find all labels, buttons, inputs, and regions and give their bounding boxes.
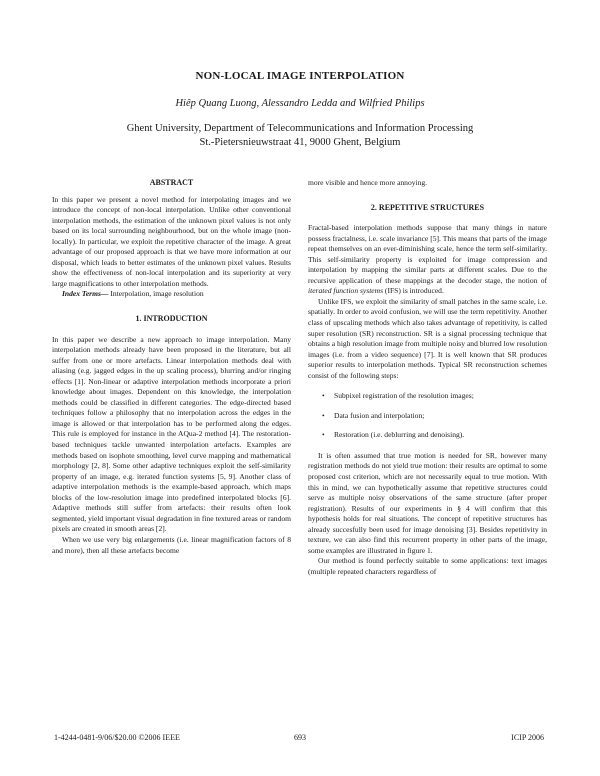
- section2-p1-part-a: Fractal-based interpolation methods suppose that many things in nature possess fractalness, i.e. scale invariance [5]. This means that parts of the image repeat themselves on an ever-diminishing scale, hence the term self-similarity. This self-similarity property is exploited for image compression and interpolation by mapping the similar parts at different scales. Due to the recursive application of these mappings at the decoder stage, the notion of: [308, 223, 547, 285]
- index-terms-text: Interpolation, image resolution: [108, 289, 204, 299]
- intro-paragraph-2-continued: more visible and hence more annoying.: [308, 178, 428, 187]
- affiliation-line-1: Ghent University, Department of Telecommunications and Information Processing: [126, 123, 474, 134]
- section2-paragraph-1: [308, 223, 547, 297]
- sr-steps-list: [308, 391, 547, 441]
- paper-authors: Hiêp Quang Luong, Alessandro Ledda and Wilfried Philips: [175, 98, 425, 109]
- index-terms-label: Index Terms—: [62, 289, 109, 299]
- sr-step: • Restoration (i.e. deblurring and denoising).: [308, 430, 547, 441]
- section2-heading: 2. REPETITIVE STRUCTURES: [370, 202, 485, 212]
- paper-title: NON-LOCAL IMAGE INTERPOLATION: [195, 70, 405, 82]
- footer-page-number: 693: [294, 733, 306, 742]
- affiliation-line-2: St.-Pietersnieuwstraat 41, 9000 Ghent, Belgium: [199, 137, 401, 148]
- section2-p1-part-b: (IFS) is introduced.: [383, 286, 444, 296]
- footer-copyright: 1-4244-0481-9/06/$20.00 ©2006 IEEE: [54, 733, 180, 742]
- section2-paragraph-2: Unlike IFS, we exploit the similarity of small patches in the same scale, i.e. spatially. In order to avoid confusion, we will use the term repetitivity. Another class of upscaling methods which also takes advantage of repetitivity, is called super resolution (SR) reconstruction. SR is a signal processing technique that obtains a high resolution image from multiple noisy and blurred low resolution images (i.e. from a video sequence) [7]. It is well known that SR produces superior results to interpolation methods. Typical SR reconstruction schemes consist of the following steps:: [308, 296, 547, 380]
- section2-p1-italic: iterated function systems: [308, 286, 384, 296]
- abstract-heading: ABSTRACT: [149, 178, 194, 187]
- footer-conference: ICIP 2006: [511, 733, 544, 742]
- left-column: [52, 178, 291, 556]
- section2-paragraph-3: It is often assumed that true motion is needed for SR, however many registration methods do not yield true motion: their results are optimal to some proposed cost criterion, which are not necessarily equal to true motion. With this in mind, we can hypothetically assume that repetitive structures could serve as multiple noisy observations of the same structure (after proper registration). Results of our experiments in § 4 will confirm that this hypothesis holds for real situations. The concept of repetitive structures has already succesfully been used for image denoising [3]. Besides repetitivity in texture, we can also find this recurrent property in other parts of the image, some examples are illustrated in figure 1.: [308, 450, 547, 555]
- right-column: [308, 178, 547, 578]
- intro-heading: 1. INTRODUCTION: [135, 314, 208, 324]
- sr-step: • Subpixel registration of the resolution images;: [308, 391, 547, 402]
- abstract-text: In this paper we present a novel method for interpolating images and we introduce the concept of non-local interpolation. Unlike other conventional interpolation methods, the estimation of the unknown pixel values is not only based on its local surrounding neighbourhood, but on the whole image (non-locally). In particular, we exploit the repetitive character of the image. A great advantage of our proposed approach is that we have more information at our disposal, which leads to better estimates of the unknown pixel values. Results show the effectiveness of non-local interpolation and its superiority at very large magnifications to other interpolation methods.: [52, 194, 291, 288]
- section2-paragraph-4: Our method is found perfectly suitable to some applications: text images (multiple repeated characters regardless of: [308, 556, 547, 576]
- intro-paragraph-2: When we use very big enlargements (i.e. linear magnification factors of 8 and more), then all these artefacts become: [52, 534, 291, 555]
- paper-affiliation: [0, 122, 600, 150]
- intro-paragraph-1: In this paper we describe a new approach to image interpolation. Many interpolation methods already have been proposed in the literature, but all suffer from one or more artefacts. Linear interpolation methods deal with aliasing (e.g. jagged edges in the up scaling process), blurring and/or ringing effects [1]. Non-linear or adaptive interpolation methods incorporate a priori knowledge about images. Dependent on this knowledge, the interpolation methods could be classified in different categories. The edge-directed based techniques follow a philosophy that no interpolation across the edges in the image is allowed or that interpolation has to be performed along the edges. This rule is employed for instance in the AQua-2 method [4]. The restoration-based techniques tackle unwanted interpolation artefacts. Examples are methods based on isophote smoothing, level curve mapping and mathematical morphology [2, 8]. Some other adaptive techniques exploit the self-similarity property of an image, e.g. iterated function systems [5, 9]. Another class of adaptive interpolation methods is the example-based approach, which maps blocks of the low-resolution image into predefined interpolated blocks [6]. Adaptive methods still suffer from artefacts: their results often look segmented, yield important visual degradation in fine textured areas or random pixels are created in smooth areas [2].: [52, 334, 291, 534]
- index-terms: [52, 289, 291, 300]
- sr-step: • Data fusion and interpolation;: [308, 411, 547, 422]
